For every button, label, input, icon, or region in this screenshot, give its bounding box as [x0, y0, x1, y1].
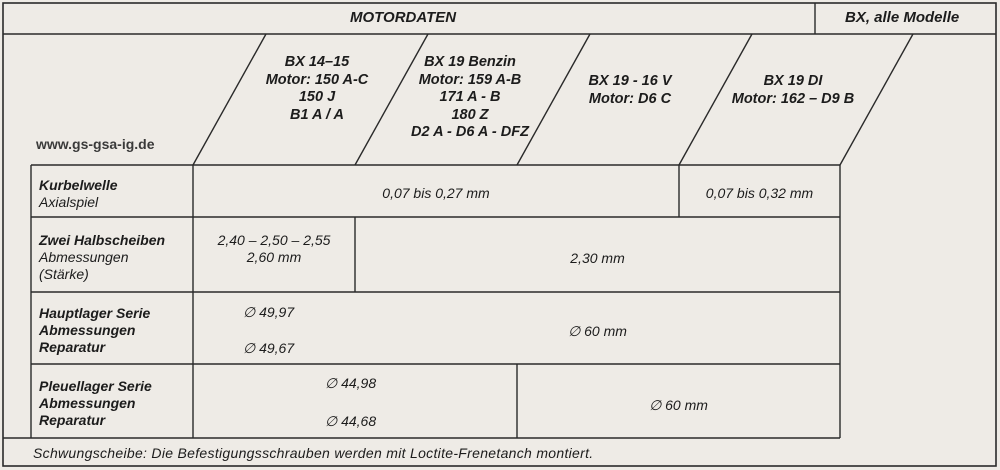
value-pleuellager-reparatur: ∅ 44,68: [325, 413, 377, 429]
value-kurbelwelle-di: 0,07 bis 0,32 mm: [705, 185, 814, 201]
row-label-halbscheiben: Zwei Halbscheiben Abmessungen (Stärke): [39, 232, 166, 282]
value-hauptlager-other: ∅ 60 mm: [568, 323, 627, 339]
value-hauptlager-serie: ∅ 49,97: [243, 304, 295, 320]
value-kurbelwelle-benzin: 0,07 bis 0,27 mm: [382, 185, 490, 201]
row-label-pleuellager: Pleuellager Serie Abmessungen Reparatur: [39, 378, 152, 428]
footnote: Schwungscheibe: Die Befestigungsschrauben werden mit Loctite-Frenetanch montiert.: [33, 445, 594, 461]
value-pleuellager-serie: ∅ 44,98: [325, 375, 377, 391]
column-header-bx19-benzin: BX 19 Benzin Motor: 159 A-B 171 A - B 180 Z D2 A - D6 A - DFZ: [411, 54, 529, 140]
value-hauptlager-reparatur: ∅ 49,67: [243, 340, 295, 356]
column-header-bx19-di: BX 19 DI Motor: 162 – D9 B: [731, 73, 855, 107]
document-title: MOTORDATEN: [350, 9, 457, 26]
value-halbscheiben-other: 2,30 mm: [570, 250, 625, 266]
website-watermark: www.gs-gsa-ig.de: [36, 136, 155, 152]
column-header-bx19-16v: BX 19 - 16 V Motor: D6 C: [588, 73, 672, 107]
row-label-hauptlager: Hauptlager Serie Abmessungen Reparatur: [39, 305, 151, 355]
document-subtitle: BX, alle Modelle: [845, 9, 960, 26]
value-halbscheiben-bx14: 2,40 – 2,50 – 2,55 2,60 mm: [217, 232, 331, 265]
column-header-bx14: BX 14–15 Motor: 150 A-C 150 J B1 A / A: [265, 54, 369, 123]
value-pleuellager-other: ∅ 60 mm: [649, 397, 708, 413]
row-label-kurbelwelle: Kurbelwelle Axialspiel: [39, 177, 118, 210]
